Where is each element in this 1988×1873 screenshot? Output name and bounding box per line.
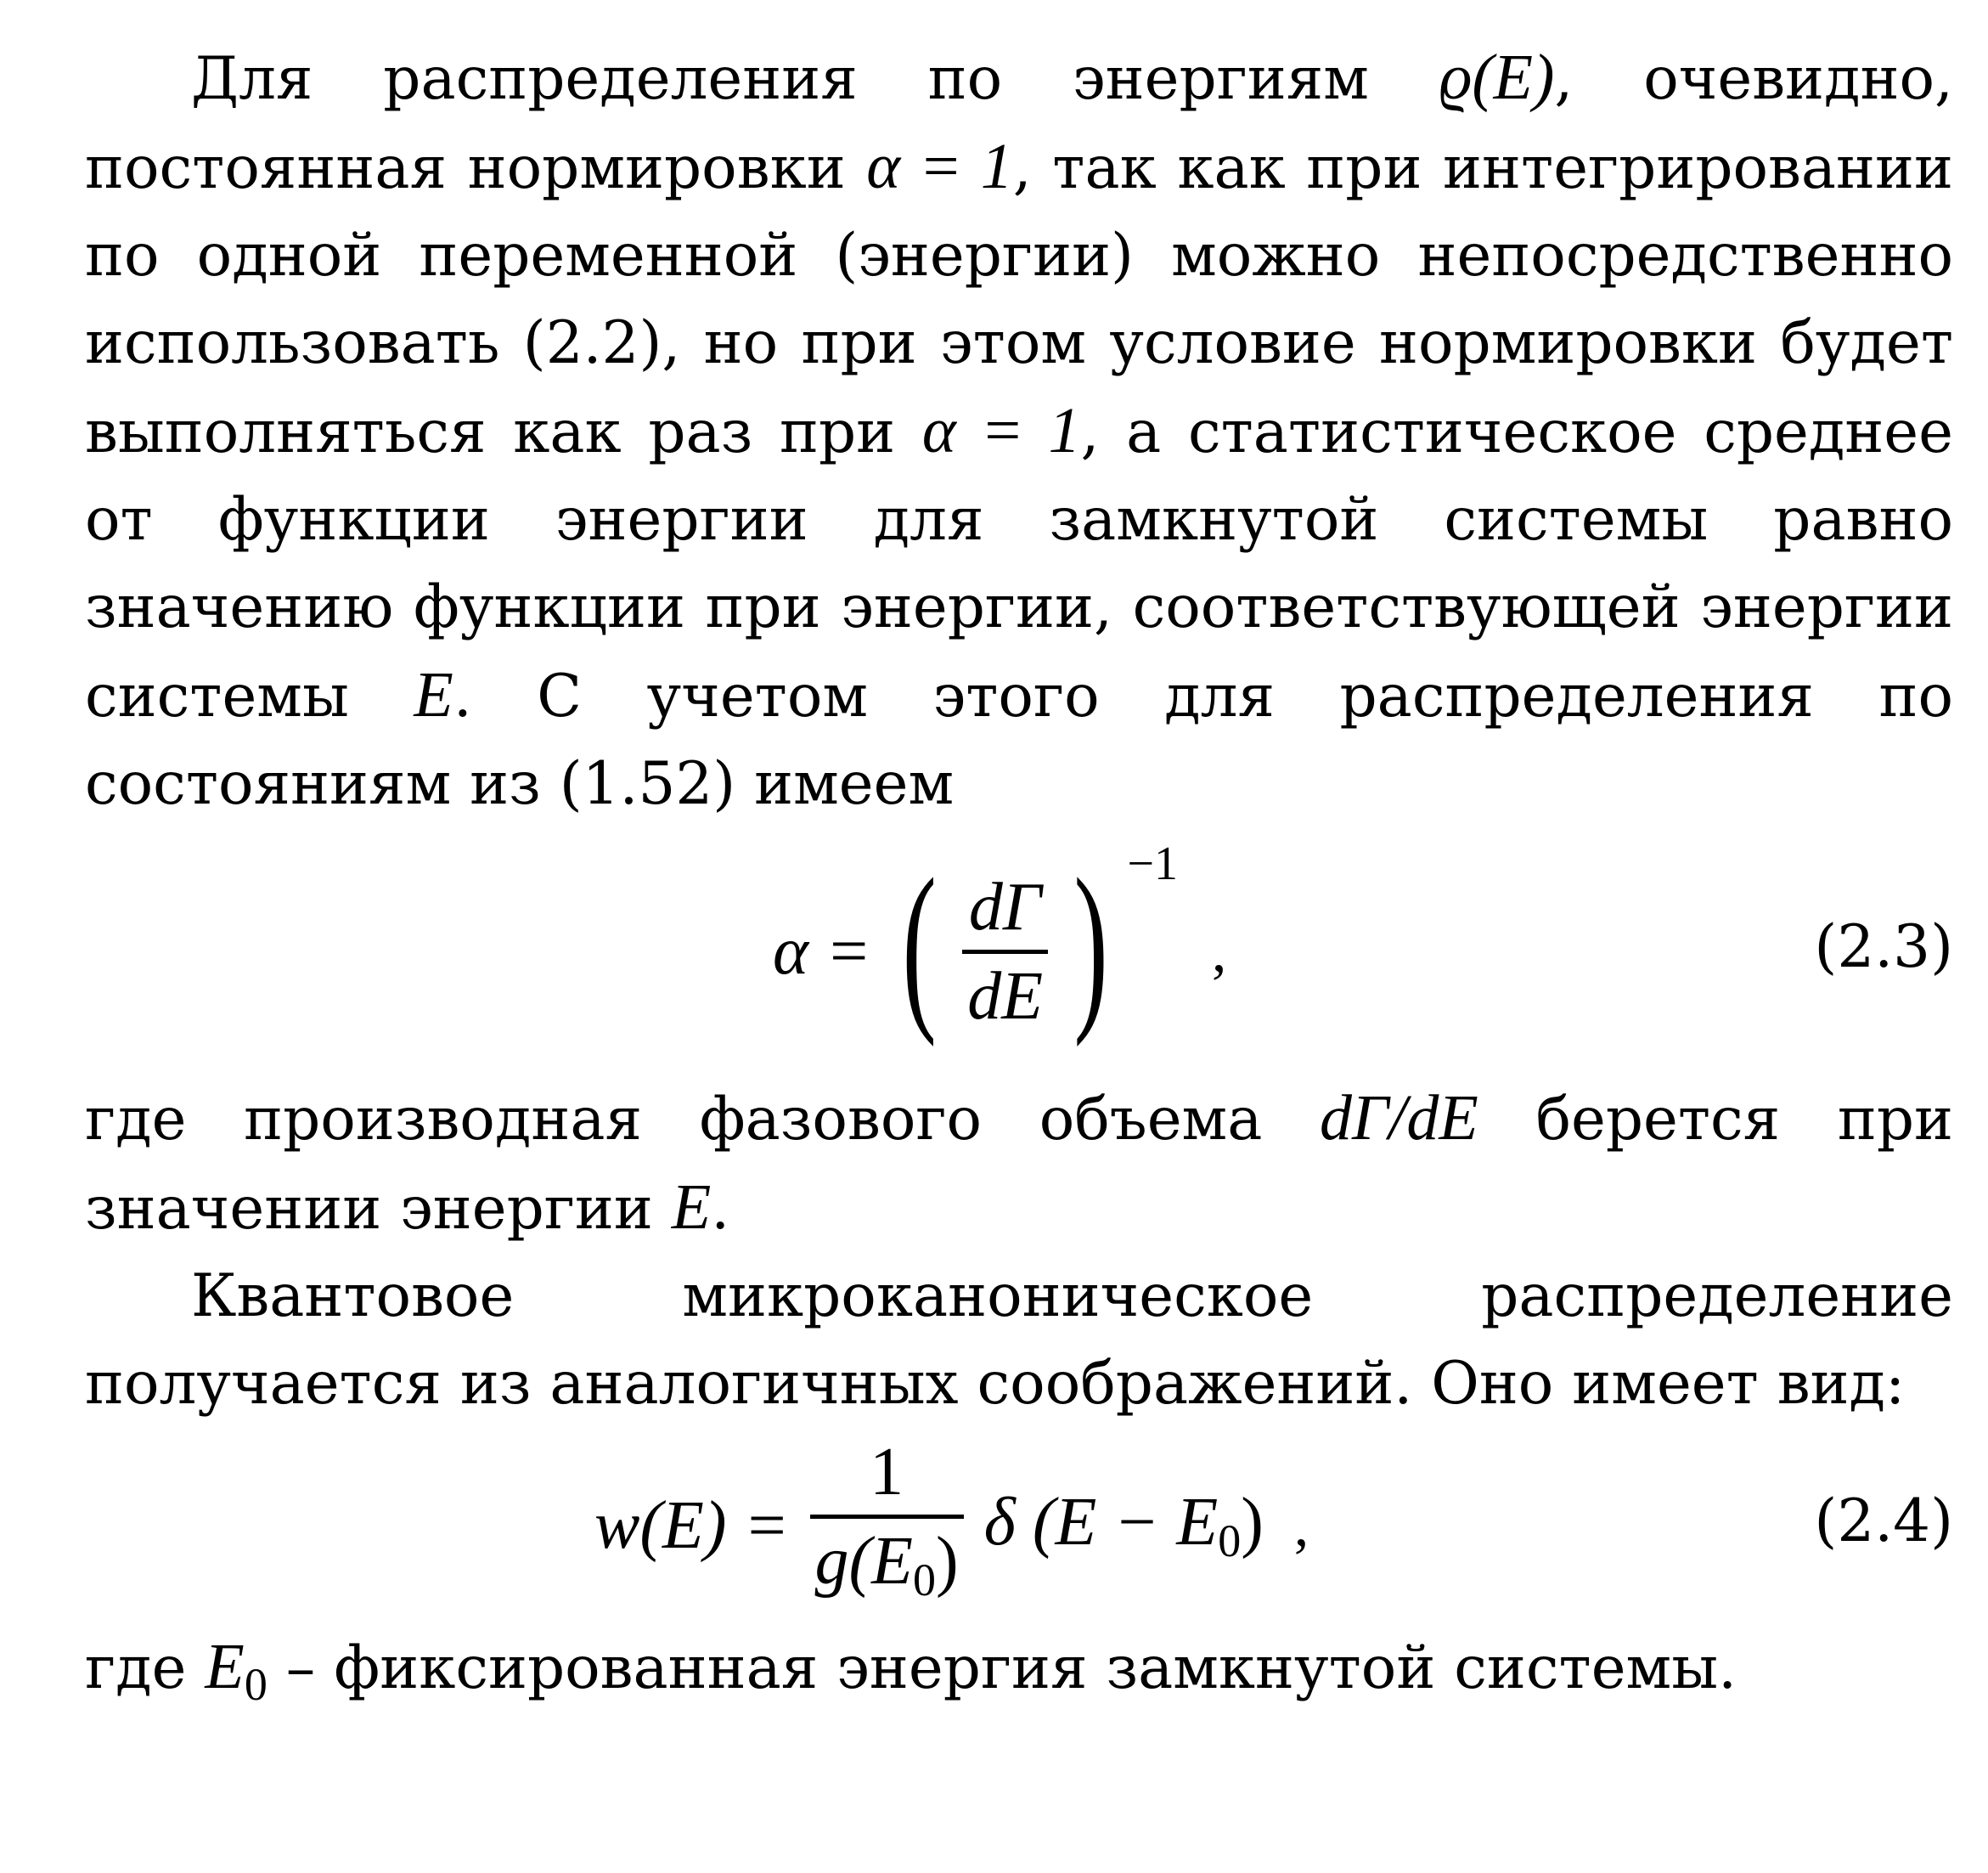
text-run: берется при значении энергии [85, 1086, 1953, 1243]
math-e0-main: E [205, 1631, 245, 1702]
equation-2-3 [85, 828, 1953, 1075]
math-e: E [671, 1171, 712, 1243]
right-paren: ) [1073, 840, 1108, 1047]
equation-number: (2.3) [1814, 913, 1953, 981]
text-run: , так как при интегрировании по одной переменной (энергии) можно непосредственно использовать (2.2), но при этом условие нормировки будет выполняться как раз при [85, 134, 1953, 466]
exponent: −1 [1127, 838, 1178, 890]
text-run: , а статистическое среднее от функции энергии для замкнутой системы равно значению функции при энергии, соответствующей энергии системы [85, 398, 1953, 731]
fraction [810, 1430, 964, 1622]
rhs-close: ) [1241, 1485, 1264, 1560]
math-e0-subscript: 0 [244, 1659, 268, 1710]
equation-body [594, 1436, 1309, 1615]
fraction-denominator: dE [967, 958, 1044, 1034]
equation-lhs: α = [773, 913, 871, 989]
equation-comma: , [1293, 1492, 1309, 1558]
math-alpha-eq-1: α = 1 [866, 131, 1013, 202]
fraction-denominator [810, 1519, 964, 1622]
paragraph-1 [85, 34, 1953, 828]
denominator-close: ) [936, 1523, 959, 1599]
math-alpha-eq-1: α = 1 [921, 395, 1081, 466]
paragraph-2 [85, 1075, 1953, 1253]
text-run: . С учетом этого для распределения по состояниям из (1.52) имеем [85, 663, 1954, 818]
equation-body [773, 837, 1226, 1066]
math-rho-e: ϱ(E) [1439, 42, 1555, 113]
text-run: . [711, 1175, 730, 1243]
denominator-main: g(E [814, 1523, 914, 1599]
math-e0 [205, 1631, 268, 1710]
left-paren: ( [902, 840, 937, 1047]
text-run: Для распределения по энергиям [191, 45, 1439, 113]
text-run: где производная фазового объема [85, 1086, 1321, 1154]
equation-number: (2.4) [1814, 1487, 1953, 1555]
text-run: , очевидно, постоянная нормировки [85, 45, 1953, 202]
fraction [962, 865, 1048, 1039]
fraction-numerator: dΓ [968, 869, 1042, 945]
equation-lhs: w(E) = [594, 1487, 790, 1563]
text-run: где [85, 1634, 206, 1702]
paragraph-4 [85, 1623, 1953, 1729]
rhs-main: δ (E − E [983, 1485, 1219, 1560]
rhs-subscript: 0 [1218, 1515, 1242, 1566]
math-e: E [414, 659, 453, 731]
equation-2-4 [85, 1428, 1953, 1623]
text-run: Квантовое микроканоническое распределение получается из аналогичных соображений. Оно имеет вид: [85, 1262, 1953, 1418]
equation-comma: , [1211, 918, 1227, 984]
text-run: – фиксированная энергия замкнутой системы. [267, 1634, 1737, 1702]
paragraph-3 [85, 1253, 1953, 1428]
math-dgamma-de: dΓ/dE [1320, 1082, 1478, 1154]
fraction-numerator: 1 [870, 1434, 904, 1509]
equation-rhs [984, 1484, 1264, 1567]
denominator-subscript: 0 [913, 1554, 937, 1605]
document-page [85, 34, 1953, 1729]
